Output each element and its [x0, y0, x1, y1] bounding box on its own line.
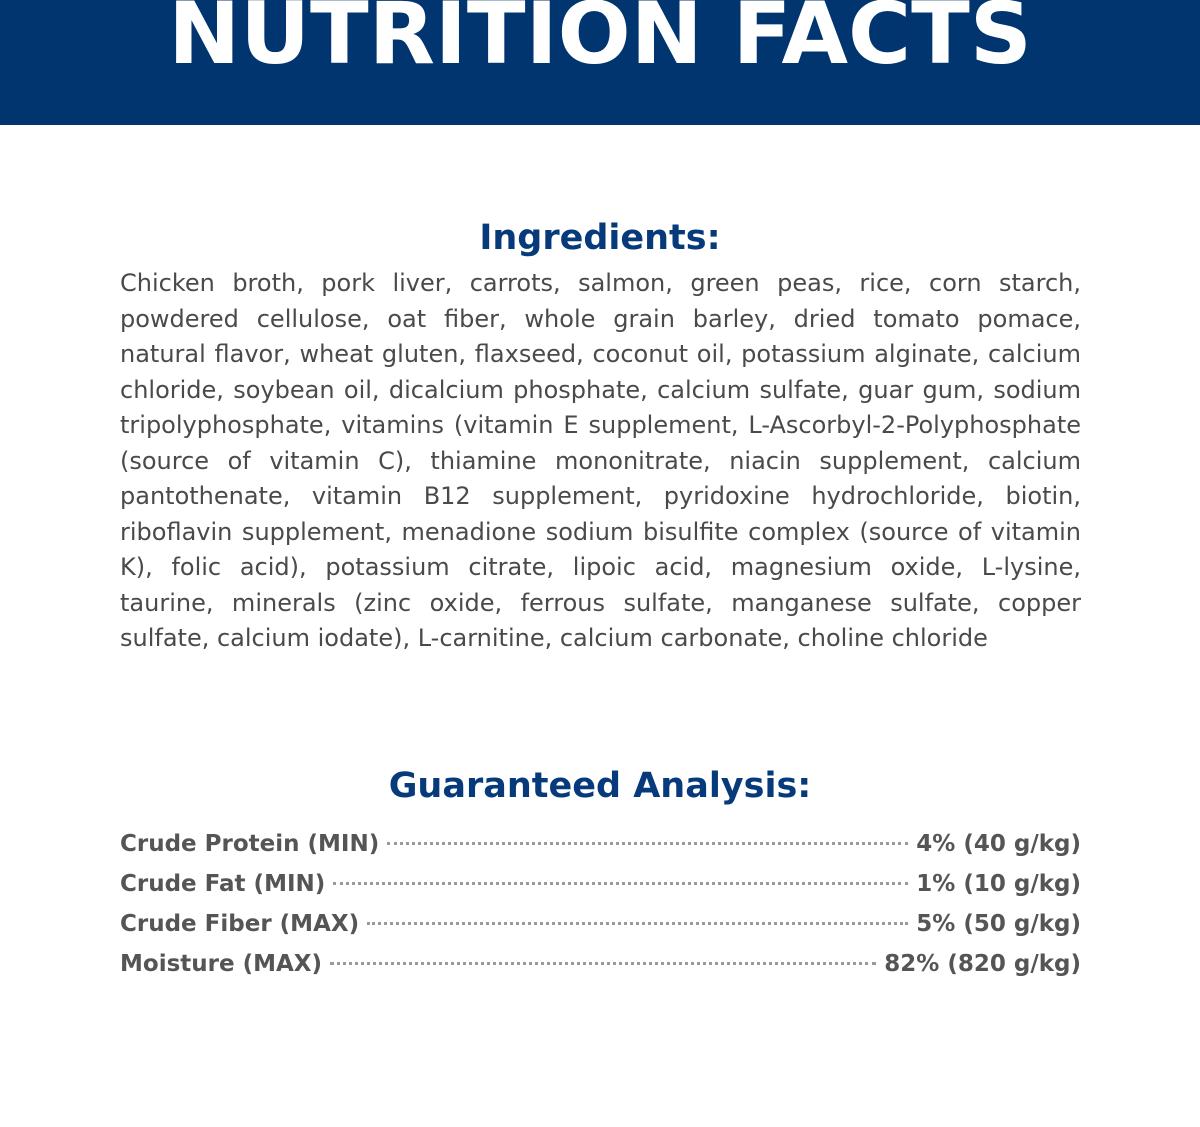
analysis-row-crude-fiber	[120, 904, 1081, 944]
analysis-row-crude-protein	[120, 824, 1081, 864]
analysis-label: Crude Protein (MIN)	[120, 831, 380, 857]
guaranteed-analysis-heading: Guaranteed Analysis:	[388, 766, 812, 806]
dot-leader	[330, 962, 876, 965]
analysis-value: 5% (50 g/kg)	[916, 911, 1081, 937]
analysis-value: 1% (10 g/kg)	[916, 871, 1081, 897]
ingredients-text: Chicken broth, pork liver, carrots, salmon, green peas, rice, corn starch, powdered cellulose, oat fiber, whole grain barley, dried tomato pomace, natural flavor, wheat gluten, flaxseed, coconut oil, potassium alginate, calcium chloride, soybean oil, dicalcium phosphate, calcium sulfate, guar gum, sodium tripolyphosphate, vitamins (vitamin E supplement, L-Ascorbyl-2-Polyphosphate (source of vitamin C), thiamine mononitrate, niacin supplement, calcium pantothenate, vitamin B12 supplement, pyridoxine hydrochloride, biotin, riboflavin supplement, menadione sodium bisulfite complex (source of vitamin K), folic acid), potassium citrate, lipoic acid, magnesium oxide, L-lysine, taurine, minerals (zinc oxide, ferrous sulfate, manganese sulfate, copper sulfate, calcium iodate), L-carnitine, calcium carbonate, choline chloride	[120, 269, 1081, 652]
analysis-label: Moisture (MAX)	[120, 951, 323, 977]
analysis-row-moisture	[120, 944, 1081, 984]
ingredients-heading: Ingredients:	[479, 218, 721, 258]
analysis-value: 82% (820 g/kg)	[884, 951, 1081, 977]
dot-leader	[387, 842, 908, 845]
header-bar	[0, 0, 1200, 125]
dot-leader	[333, 882, 908, 885]
page-title: NUTRITION FACTS	[168, 0, 1032, 84]
analysis-label: Crude Fat (MIN)	[120, 871, 326, 897]
analysis-value: 4% (40 g/kg)	[916, 831, 1081, 857]
analysis-label: Crude Fiber (MAX)	[120, 911, 360, 937]
analysis-row-crude-fat	[120, 864, 1081, 904]
guaranteed-analysis-list	[120, 824, 1081, 984]
dot-leader	[367, 922, 908, 925]
